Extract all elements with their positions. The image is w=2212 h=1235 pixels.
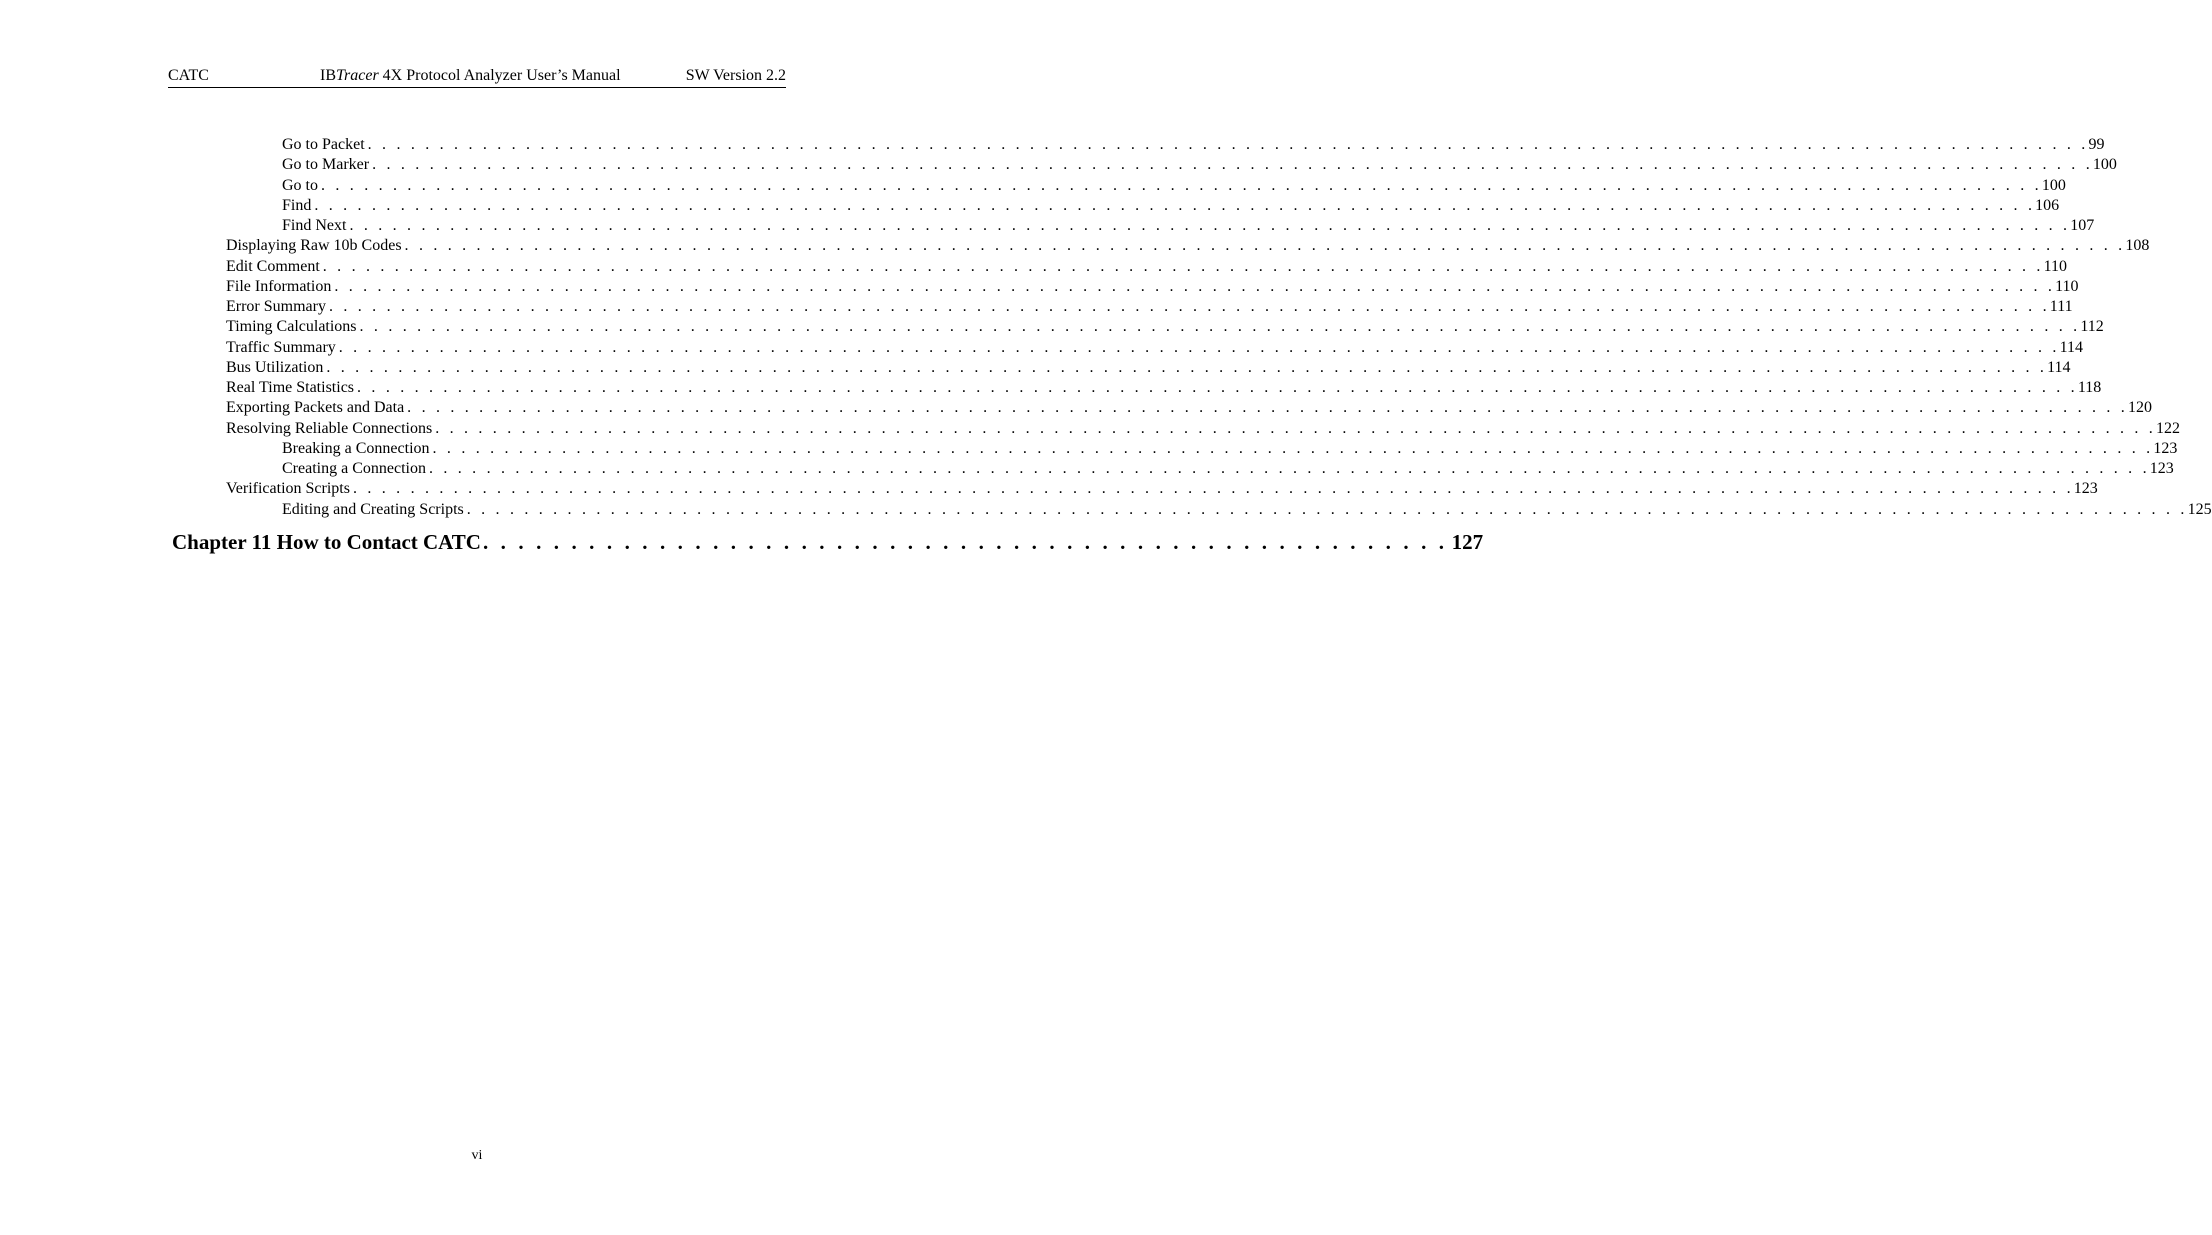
toc-entry-label: Creating a Connection (282, 460, 426, 477)
toc-entry[interactable] (226, 398, 2152, 418)
toc-entry-page-number: 107 (2070, 217, 2095, 234)
toc-entry[interactable] (226, 277, 2079, 297)
toc-entry-page-number: 120 (2127, 399, 2152, 417)
toc-leader-dots: . . . . . . . . . . . . . . . . . . . . . . . . . . . . . . . . . . . . . . . . . . . . . . . . . . . . . . . . . . . . . . . . . . . . . . . . . . . . . . . . . . . . . . . . . . . . . . . . . . . . . . . . . . . . . . . . . . . . . . . . (367, 136, 2089, 153)
toc-entry[interactable] (226, 297, 2073, 317)
toc-leader-dots: . . . . . . . . . . . . . . . . . . . . . . . . . . . . . . . . . . . . . . . . . . . . . . . . . . . . . . . . . . . . . . . . . . . . . . . . . . . . . . . . . . . . . . . . . . . . . . . . . . . . . . . . . . . . . . . . . . . . . . . . (328, 298, 2050, 315)
toc-entry-label: Go to Marker (282, 156, 370, 174)
toc-leader-dots: . . . . . . . . . . . . . . . . . . . . . . . . . . . . . . . . . . . . . . . . . . . . . . . . . . . . . . . . . . . . . . . . . . . . . . . . . . . . . . . . . . . . . . . . . . . . . . . . . . . . . . . . . . . . . . . . . . . . . . . . (466, 500, 2188, 518)
header-title-prefix: IB (320, 67, 336, 84)
header-company: CATC (168, 67, 209, 84)
toc-entry[interactable] (282, 155, 2117, 175)
toc-entry-label: Go to Packet (282, 136, 365, 153)
toc-entry[interactable] (282, 439, 2178, 459)
toc-leader-dots: . . . . . . . . . . . . . . . . . . . . . . . . . . . . . . . . . . . . . . . . . . . . . . . . . . . . . . . . . . . . . . . . . . . . . . . . . . . . . . . . . . . . . . . . . . . . . . . . . . . . . . . . . . . . . . . . . . . . . . . . (407, 399, 2128, 417)
toc-entry[interactable] (282, 196, 2060, 216)
toc-entry-page-number: 125 (2187, 500, 2212, 518)
toc-leader-dots: . . . . . . . . . . . . . . . . . . . . . . . . . . . . . . . . . . . . . . . . . . . . . . . . . . . . . . . . . . . . . . . . . . . . . . . . . . . . . . . . . . . . . . . . . . . . . . . . . . . . . . . . . . . . . . . . . . . . . . . . (321, 176, 2042, 194)
toc-leader-dots: . . . . . . . . . . . . . . . . . . . . . . . . . . . . . . . . . . . . . . . . . . . . . . . . . . . . . . . . . . . . . . . . . . . . . . . . . . . . . . . . . . . . . . . . . . . . . . . . . . . . . . . . . . . . . . . . . . . . . . . . (352, 480, 2074, 498)
toc-entry-page-number: 106 (2035, 196, 2060, 214)
toc-entry-label: Breaking a Connection (282, 439, 430, 457)
toc-entry-page-number: 123 (2073, 480, 2098, 498)
toc-entry[interactable] (226, 236, 2150, 256)
toc-entry-page-number: 108 (2125, 237, 2150, 255)
toc-entry[interactable] (226, 358, 2071, 378)
toc-leader-dots: . . . . . . . . . . . . . . . . . . . . . . . . . . . . . . . . . . . . . . . . . . . . . . . . . . . . . . . . . . . . . . . . . . . . . . . . . . . . . . . . . . . . . . . . . . . . . . . . . . . . . . . . . . . . . . . . . . . . . . . . (314, 196, 2036, 214)
toc-entry-page-number: 122 (2156, 419, 2181, 437)
toc-entry-label: Verification Scripts (226, 480, 350, 498)
toc-entry-label: Bus Utilization (226, 358, 324, 376)
toc-entry[interactable] (282, 500, 2212, 520)
toc-entry-page-number: 100 (2092, 156, 2117, 174)
toc-leader-dots: . . . . . . . . . . . . . . . . . . . . . . . . . . . . . . . . . . . . . . . . . . . . . . . . . . . . . . . . . . . . . . . . . . . . . . . . . . . . . . . . . . . . . . . . . . . . . . . . . . . . . . . . . . . . . . . . . . . . . . . . (359, 318, 2081, 336)
toc-entry-page-number: 114 (2059, 338, 2083, 356)
header-title-suffix: 4X Protocol Analyzer User’s Manual (378, 67, 621, 84)
toc-entry-label: Displaying Raw 10b Codes (226, 237, 402, 255)
header-title-italic: Tracer (336, 67, 379, 84)
toc-leader-dots: . . . . . . . . . . . . . . . . . . . . . . . . . . . . . . . . . . . . . . . . . . . . . . . . . . . . . . . . . . . . . . . . . . . . . . . . . . . . . . . . . . . . . . . . . . . . . . . . . . . . . . . . . . . . . . . . . . . . . . . . (349, 217, 2071, 234)
chapter-leader-dots: . . . . . . . . . . . . . . . . . . . . . . . . . . . . . . . . . . . . . . . . . . . . . . . . . . . . . . . (482, 530, 1448, 554)
toc-entry-label: Editing and Creating Scripts (282, 500, 464, 518)
toc-entry-label: Find (282, 196, 312, 214)
header-version: SW Version 2.2 (685, 67, 786, 84)
toc-entry[interactable] (282, 459, 2174, 479)
chapter-page-number: 127 (1451, 530, 1484, 554)
toc-entry[interactable] (282, 135, 2105, 155)
toc-leader-dots: . . . . . . . . . . . . . . . . . . . . . . . . . . . . . . . . . . . . . . . . . . . . . . . . . . . . . . . . . . . . . . . . . . . . . . . . . . . . . . . . . . . . . . . . . . . . . . . . . . . . . . . . . . . . . . . . . . . . . . . . (334, 277, 2056, 295)
toc-entry-page-number: 100 (2041, 176, 2066, 194)
toc-entry-page-number: 123 (2149, 460, 2174, 477)
toc-leader-dots: . . . . . . . . . . . . . . . . . . . . . . . . . . . . . . . . . . . . . . . . . . . . . . . . . . . . . . . . . . . . . . . . . . . . . . . . . . . . . . . . . . . . . . . . . . . . . . . . . . . . . . . . . . . . . . . . . . . . . . . . (372, 156, 2093, 174)
toc-entry[interactable] (226, 317, 2104, 337)
toc-entry[interactable] (226, 419, 2181, 439)
toc-entry-page-number: 112 (2080, 318, 2104, 336)
toc-entry-label: File Information (226, 277, 332, 295)
toc-entry[interactable] (226, 257, 2067, 277)
toc-entry-label: Traffic Summary (226, 338, 336, 356)
toc-leader-dots: . . . . . . . . . . . . . . . . . . . . . . . . . . . . . . . . . . . . . . . . . . . . . . . . . . . . . . . . . . . . . . . . . . . . . . . . . . . . . . . . . . . . . . . . . . . . . . . . . . . . . . . . . . . . . . . . . . . . . . . . (432, 439, 2154, 457)
toc-entry-page-number: 111 (2049, 298, 2073, 315)
toc-entry-label: Timing Calculations (226, 318, 357, 336)
toc-entry[interactable] (226, 479, 2098, 499)
toc-entry-page-number: 110 (2043, 257, 2067, 275)
toc-entry[interactable] (226, 338, 2083, 358)
toc-entry-label: Resolving Reliable Connections (226, 419, 433, 437)
toc-entry[interactable] (226, 378, 2102, 398)
toc-entry-page-number: 118 (2077, 379, 2102, 396)
toc-leader-dots: . . . . . . . . . . . . . . . . . . . . . . . . . . . . . . . . . . . . . . . . . . . . . . . . . . . . . . . . . . . . . . . . . . . . . . . . . . . . . . . . . . . . . . . . . . . . . . . . . . . . . . . . . . . . . . . . . . . . . . . . (322, 257, 2044, 275)
footer-page-number: vi (471, 1148, 483, 1163)
toc-leader-dots: . . . . . . . . . . . . . . . . . . . . . . . . . . . . . . . . . . . . . . . . . . . . . . . . . . . . . . . . . . . . . . . . . . . . . . . . . . . . . . . . . . . . . . . . . . . . . . . . . . . . . . . . . . . . . . . . . . . . . . . . (428, 460, 2150, 477)
toc-entry-label: Find Next (282, 217, 347, 234)
toc-leader-dots: . . . . . . . . . . . . . . . . . . . . . . . . . . . . . . . . . . . . . . . . . . . . . . . . . . . . . . . . . . . . . . . . . . . . . . . . . . . . . . . . . . . . . . . . . . . . . . . . . . . . . . . . . . . . . . . . . . . . . . . . (435, 419, 2157, 437)
page-footer (0, 1148, 954, 1164)
chapter-label: Chapter 11 How to Contact CATC (172, 530, 481, 554)
toc-leader-dots: . . . . . . . . . . . . . . . . . . . . . . . . . . . . . . . . . . . . . . . . . . . . . . . . . . . . . . . . . . . . . . . . . . . . . . . . . . . . . . . . . . . . . . . . . . . . . . . . . . . . . . . . . . . . . . . . . . . . . . . . (404, 237, 2126, 255)
chapter-entry[interactable] (172, 528, 1484, 556)
toc-entry-page-number: 114 (2047, 358, 2071, 376)
toc-entry-label: Real Time Statistics (226, 379, 355, 396)
toc-entry-label: Error Summary (226, 298, 326, 315)
toc-entry-page-number: 123 (2153, 439, 2178, 457)
toc-leader-dots: . . . . . . . . . . . . . . . . . . . . . . . . . . . . . . . . . . . . . . . . . . . . . . . . . . . . . . . . . . . . . . . . . . . . . . . . . . . . . . . . . . . . . . . . . . . . . . . . . . . . . . . . . . . . . . . . . . . . . . . . (338, 338, 2060, 356)
toc-entry[interactable] (282, 176, 2066, 196)
toc-entry-label: Go to (282, 176, 318, 194)
header-manual-title (320, 66, 621, 86)
toc-leader-dots: . . . . . . . . . . . . . . . . . . . . . . . . . . . . . . . . . . . . . . . . . . . . . . . . . . . . . . . . . . . . . . . . . . . . . . . . . . . . . . . . . . . . . . . . . . . . . . . . . . . . . . . . . . . . . . . . . . . . . . . . (326, 358, 2048, 376)
toc-entry-page-number: 99 (2088, 136, 2105, 153)
toc-entry-label: Exporting Packets and Data (226, 399, 405, 417)
toc-entry[interactable] (282, 216, 2095, 236)
toc-entry-page-number: 110 (2055, 277, 2079, 295)
toc-entry-label: Edit Comment (226, 257, 320, 275)
toc-leader-dots: . . . . . . . . . . . . . . . . . . . . . . . . . . . . . . . . . . . . . . . . . . . . . . . . . . . . . . . . . . . . . . . . . . . . . . . . . . . . . . . . . . . . . . . . . . . . . . . . . . . . . . . . . . . . . . . . . . . . . . . . (357, 379, 2078, 396)
page-header (168, 66, 786, 88)
